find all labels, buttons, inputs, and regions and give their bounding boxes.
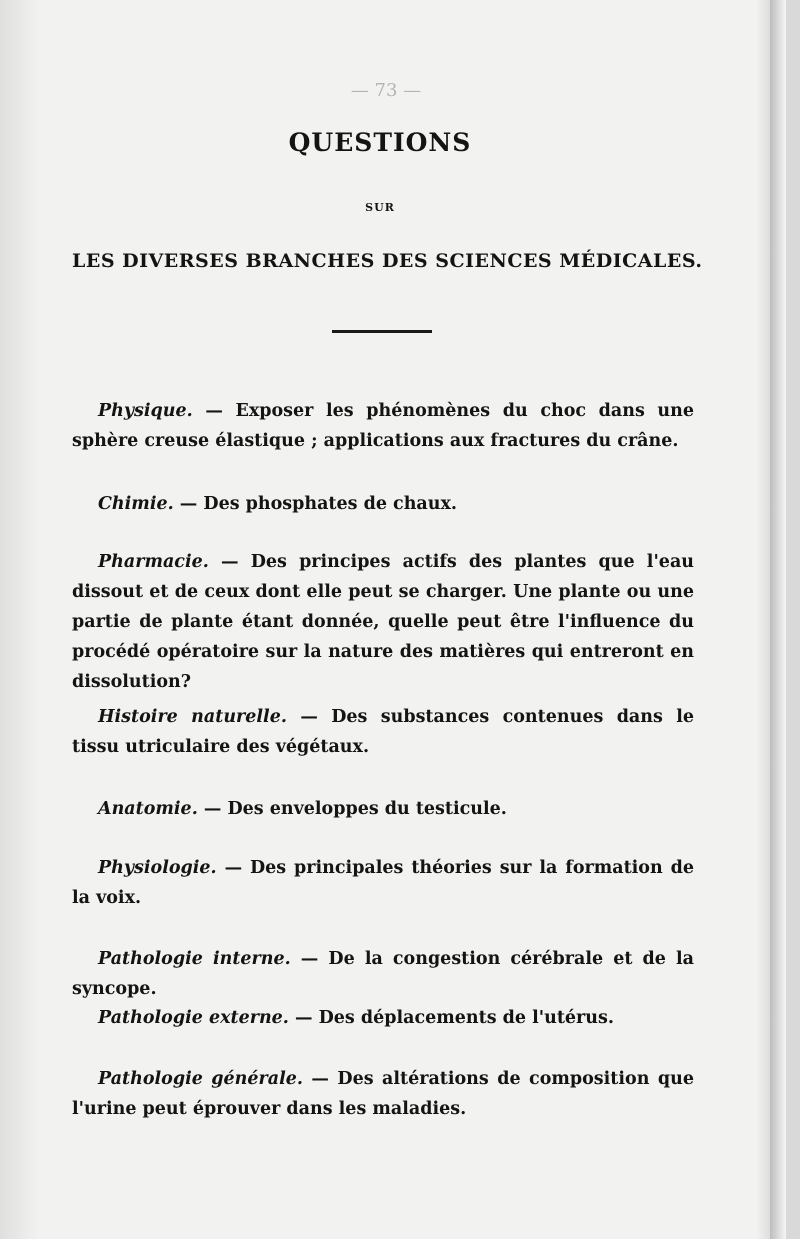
title-connector: SUR [365, 201, 395, 214]
question-dash: — [286, 707, 332, 727]
question-dash: — [173, 494, 204, 514]
question-dash: — [216, 858, 250, 878]
question-text: Des principes actifs des plantes que l'eau dissout et de ceux dont elle peut se charger. Une plante ou une partie de plante étant donnée, quelle peut être l'influence du procédé opératoire sur la nature des matières qui entreront en dissolution? [72, 552, 695, 692]
question-text: Des substances contenues dans le tissu utriculaire des végétaux. [72, 707, 695, 757]
question-anatomie [72, 794, 694, 824]
question-label: Pathologie interne. [98, 949, 291, 969]
question-label: Pathologie générale. [98, 1069, 303, 1089]
question-histoire-naturelle [72, 702, 694, 762]
question-pharmacie [72, 547, 694, 697]
page-edge [770, 0, 786, 1239]
question-label: Physique. [98, 401, 193, 421]
question-pathologie-interne [72, 944, 694, 1004]
title-rule [332, 330, 432, 333]
question-label: Histoire naturelle. [98, 707, 287, 727]
page-title: QUESTIONS [288, 128, 472, 157]
question-dash: — [288, 1008, 319, 1028]
question-text: Exposer les phénomènes du choc dans une sphère creuse élastique ; applications aux fractures du crâne. [72, 401, 695, 451]
question-text: De la congestion cérébrale et de la syncope. [72, 949, 694, 999]
question-text: Des enveloppes du testicule. [227, 799, 507, 819]
question-text: Des altérations de composition que l'urine peut éprouver dans les maladies. [72, 1069, 694, 1119]
question-physique [72, 396, 694, 456]
question-label: Physiologie. [98, 858, 217, 878]
question-label: Pharmacie. [98, 552, 209, 572]
question-text: Des principales théories sur la formation de la voix. [72, 858, 694, 908]
question-text: Des phosphates de chaux. [203, 494, 458, 514]
question-chimie [72, 489, 694, 519]
question-dash: — [208, 552, 251, 572]
question-label: Anatomie. [98, 799, 198, 819]
question-pathologie-externe [72, 1003, 694, 1033]
question-text: Des déplacements de l'utérus. [318, 1008, 614, 1028]
question-dash: — [290, 949, 329, 969]
page-subtitle: LES DIVERSES BRANCHES DES SCIENCES MÉDICALES. [72, 250, 703, 272]
question-label: Pathologie externe. [98, 1008, 289, 1028]
question-label: Chimie. [98, 494, 174, 514]
question-dash: — [302, 1069, 338, 1089]
question-physiologie [72, 853, 694, 913]
page-number: — 73 — [350, 80, 422, 101]
question-dash: — [192, 401, 236, 421]
question-dash: — [197, 799, 228, 819]
question-pathologie-generale [72, 1064, 694, 1124]
